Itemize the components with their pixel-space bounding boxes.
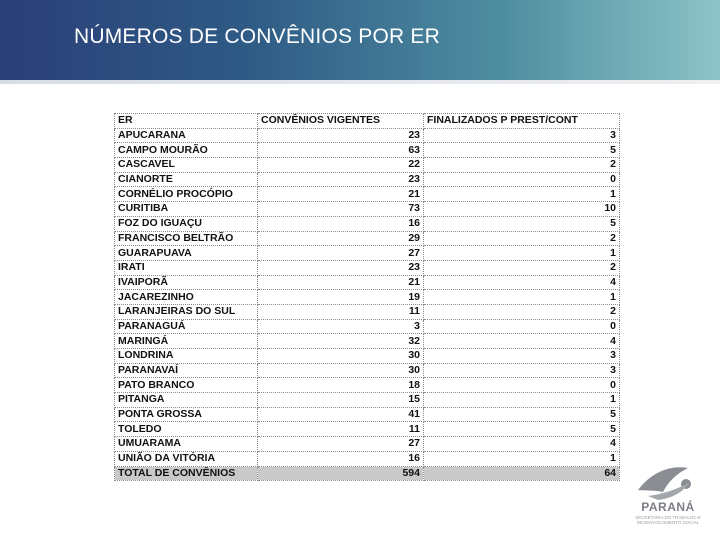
cell-er: LONDRINA: [115, 349, 258, 364]
cell-er: GUARAPUAVA: [115, 246, 258, 261]
cell-vigentes: 27: [258, 246, 424, 261]
banner-divider: [0, 80, 720, 84]
table-row: [115, 128, 620, 143]
logo-name: PARANÁ: [641, 500, 695, 514]
cell-finalizados: 2: [424, 304, 620, 319]
table-row: [115, 275, 620, 290]
table-row: [115, 363, 620, 378]
cell-vigentes: 22: [258, 158, 424, 173]
total-cell-vigentes: 594: [258, 466, 424, 481]
table-row: [115, 378, 620, 393]
cell-vigentes: 23: [258, 128, 424, 143]
table-row: [115, 246, 620, 261]
cell-vigentes: 16: [258, 451, 424, 466]
table-row: [115, 393, 620, 408]
cell-finalizados: 0: [424, 172, 620, 187]
table-row: [115, 231, 620, 246]
cell-vigentes: 18: [258, 378, 424, 393]
cell-vigentes: 29: [258, 231, 424, 246]
cell-finalizados: 5: [424, 422, 620, 437]
table-header-row: [115, 114, 620, 129]
table-row: [115, 290, 620, 305]
cell-er: MARINGÁ: [115, 334, 258, 349]
cell-vigentes: 23: [258, 172, 424, 187]
cell-finalizados: 1: [424, 246, 620, 261]
cell-finalizados: 1: [424, 187, 620, 202]
cell-finalizados: 5: [424, 407, 620, 422]
total-row: [115, 466, 620, 481]
title-banner: [0, 0, 720, 80]
cell-er: PARANAGUÁ: [115, 319, 258, 334]
cell-finalizados: 2: [424, 231, 620, 246]
cell-er: CIANORTE: [115, 172, 258, 187]
table-row: [115, 437, 620, 452]
cell-vigentes: 19: [258, 290, 424, 305]
cell-er: CORNÉLIO PROCÓPIO: [115, 187, 258, 202]
table-row: [115, 143, 620, 158]
table-row: [115, 422, 620, 437]
cell-finalizados: 4: [424, 334, 620, 349]
cell-vigentes: 30: [258, 349, 424, 364]
cell-finalizados: 3: [424, 363, 620, 378]
cell-er: JACAREZINHO: [115, 290, 258, 305]
cell-er: FOZ DO IGUAÇU: [115, 216, 258, 231]
table-row: [115, 319, 620, 334]
table-row: [115, 202, 620, 217]
cell-er: APUCARANA: [115, 128, 258, 143]
page-title: NÚMEROS DE CONVÊNIOS POR ER: [74, 25, 440, 48]
column-header-finalizados: FINALIZADOS P PREST/CONT: [424, 114, 620, 129]
total-cell-er: TOTAL DE CONVÊNIOS: [115, 466, 258, 481]
cell-vigentes: 27: [258, 437, 424, 452]
cell-vigentes: 11: [258, 304, 424, 319]
cell-er: PONTA GROSSA: [115, 407, 258, 422]
convenios-table: [114, 113, 620, 481]
logo-subtitle: SECRETARIA DO TRABALHO E DESENVOLVIMENTO SOCIAL: [635, 515, 701, 525]
cell-er: FRANCISCO BELTRÃO: [115, 231, 258, 246]
cell-er: UMUARAMA: [115, 437, 258, 452]
cell-finalizados: 1: [424, 451, 620, 466]
total-cell-finalizados: 64: [424, 466, 620, 481]
cell-finalizados: 3: [424, 349, 620, 364]
cell-er: UNIÃO DA VITÓRIA: [115, 451, 258, 466]
cell-er: PARANAVAÍ: [115, 363, 258, 378]
cell-vigentes: 3: [258, 319, 424, 334]
cell-er: IRATI: [115, 260, 258, 275]
table-row: [115, 158, 620, 173]
cell-finalizados: 2: [424, 158, 620, 173]
table-row: [115, 334, 620, 349]
cell-vigentes: 63: [258, 143, 424, 158]
table-row: [115, 407, 620, 422]
cell-finalizados: 0: [424, 378, 620, 393]
cell-vigentes: 21: [258, 187, 424, 202]
cell-vigentes: 73: [258, 202, 424, 217]
table-row: [115, 260, 620, 275]
cell-finalizados: 2: [424, 260, 620, 275]
cell-finalizados: 10: [424, 202, 620, 217]
cell-er: IVAIPORÃ: [115, 275, 258, 290]
cell-er: TOLEDO: [115, 422, 258, 437]
cell-finalizados: 4: [424, 275, 620, 290]
cell-er: PATO BRANCO: [115, 378, 258, 393]
table-row: [115, 451, 620, 466]
table-body: [115, 128, 620, 481]
cell-finalizados: 0: [424, 319, 620, 334]
cell-vigentes: 23: [258, 260, 424, 275]
cell-vigentes: 16: [258, 216, 424, 231]
cell-vigentes: 21: [258, 275, 424, 290]
cell-finalizados: 4: [424, 437, 620, 452]
cell-vigentes: 32: [258, 334, 424, 349]
table-row: [115, 187, 620, 202]
cell-er: PITANGA: [115, 393, 258, 408]
cell-er: CASCAVEL: [115, 158, 258, 173]
column-header-er: ER: [115, 114, 258, 129]
table-row: [115, 172, 620, 187]
cell-vigentes: 41: [258, 407, 424, 422]
table-row: [115, 216, 620, 231]
cell-finalizados: 5: [424, 143, 620, 158]
cell-vigentes: 11: [258, 422, 424, 437]
cell-er: LARANJEIRAS DO SUL: [115, 304, 258, 319]
cell-er: CAMPO MOURÃO: [115, 143, 258, 158]
cell-finalizados: 3: [424, 128, 620, 143]
table-row: [115, 304, 620, 319]
cell-finalizados: 1: [424, 393, 620, 408]
cell-vigentes: 15: [258, 393, 424, 408]
cell-er: CURITIBA: [115, 202, 258, 217]
table-row: [115, 349, 620, 364]
cell-finalizados: 5: [424, 216, 620, 231]
cell-finalizados: 1: [424, 290, 620, 305]
column-header-vigentes: CONVÊNIOS VIGENTES: [258, 114, 424, 129]
cell-vigentes: 30: [258, 363, 424, 378]
